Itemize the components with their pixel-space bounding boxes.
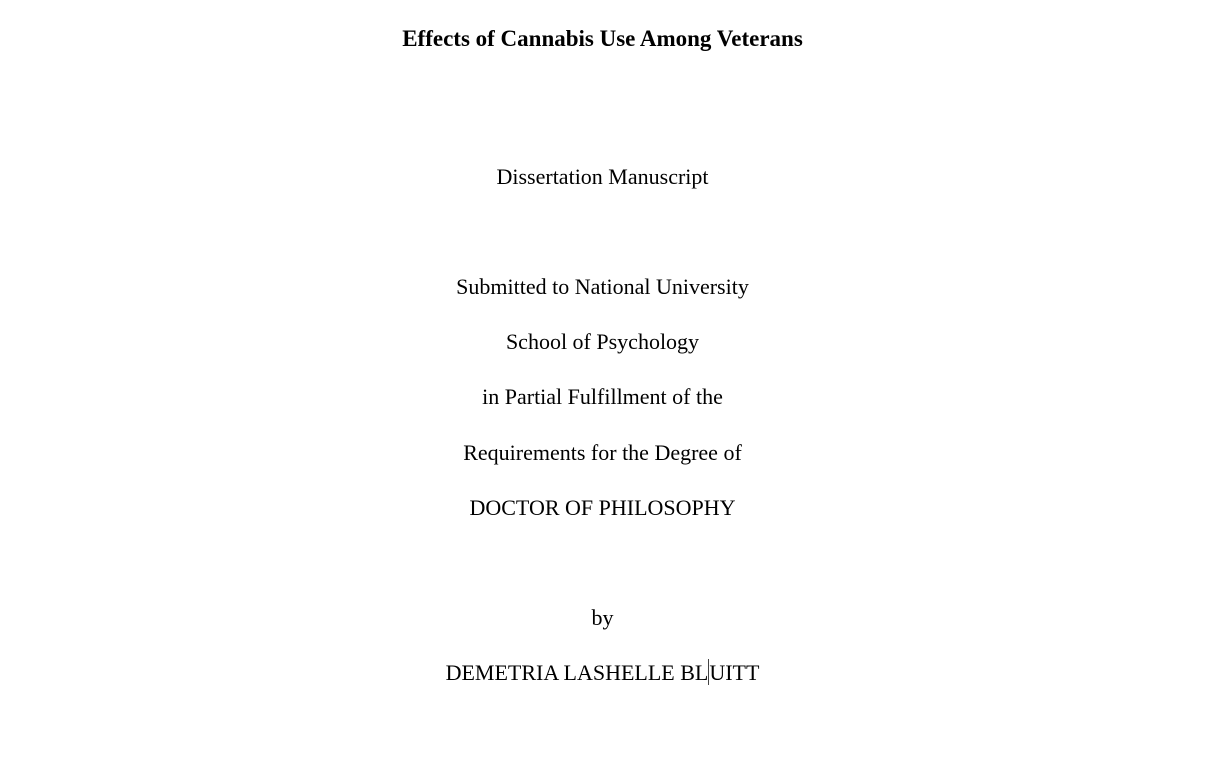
by-line: by <box>591 605 614 630</box>
author-name-part-1: DEMETRIA LASHELLE BL <box>445 660 709 685</box>
author-name[interactable] <box>0 659 1205 687</box>
document-title: Effects of Cannabis Use Among Veterans <box>402 26 803 51</box>
submission-line-2: School of Psychology <box>505 329 700 354</box>
submission-line-1: Submitted to National University <box>456 274 749 299</box>
manuscript-type: Dissertation Manuscript <box>496 164 709 189</box>
degree-line: DOCTOR OF PHILOSOPHY <box>469 495 736 520</box>
submission-line-4: Requirements for the Degree of <box>463 440 742 465</box>
author-name-part-2: UITT <box>709 660 760 685</box>
submission-line-3: in Partial Fulfillment of the <box>482 384 723 409</box>
